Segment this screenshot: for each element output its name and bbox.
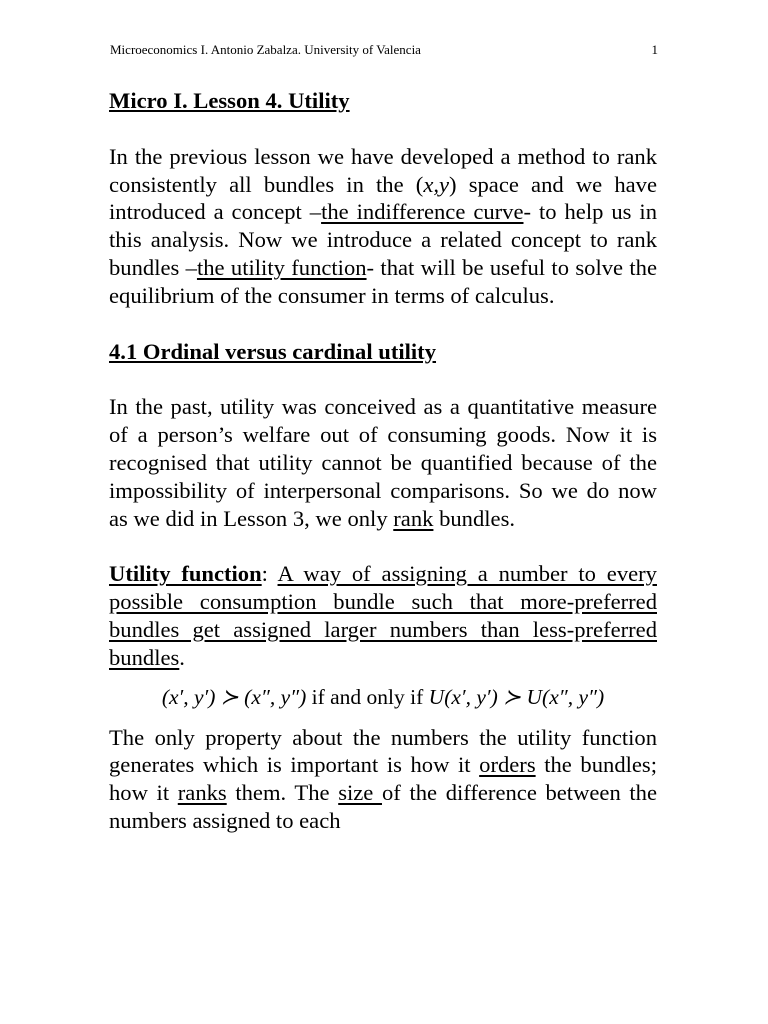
page-number: 1 [651, 42, 658, 57]
definition-term: Utility function [109, 561, 262, 587]
running-title: Microeconomics I. Antonio Zabalza. University of Valencia [110, 42, 421, 57]
formula-left: (x′, y′) ≻ (x″, y″) [161, 684, 307, 709]
formula-connector: if and only if [306, 684, 429, 709]
section-heading: 4.1 Ordinal versus cardinal utility [109, 338, 437, 364]
intro-paragraph: In the previous lesson we have developed a method to rank consistently all bundles in the (x,y) space and we have introduced a concept –the indifference curve- to help us in this analysis. Now we introduce a related concept to rank bundles –the utility function- that will be useful to solve the equilibrium of the consumer in terms of calculus. [109, 143, 658, 308]
formula-right: U(x′, y′) ≻ U(x″, y″) [428, 684, 605, 709]
definition-text: A way of assigning a number to every possible consumption bundle such that more-preferred bundles get assigned larger numbers than less-preferred bundles [109, 561, 657, 670]
ordinal-paragraph: In the past, utility was conceived as a quantitative measure of a person’s welfare out of consuming goods. Now it is recognised that utility cannot be quantified because of the impossibility of interpersonal comparisons. So we do now as we did in Lesson 3, we only rank bundles. [109, 394, 657, 531]
ranks-term: ranks [177, 780, 227, 806]
preference-formula [109, 682, 657, 712]
definition-paragraph: Utility function: A way of assigning a number to every possible consumption bundle such that more-preferred bundles get assigned larger numbers than less-preferred bundles. [109, 561, 657, 670]
orders-term: orders [479, 752, 536, 778]
running-header [110, 41, 658, 59]
size-term: size [338, 780, 382, 806]
utility-function-term: the utility function [196, 254, 367, 280]
lesson-title: Micro I. Lesson 4. Utility [109, 88, 350, 113]
rank-term: rank [393, 505, 434, 531]
closing-paragraph: The only property about the numbers the utility function generates which is important is how it orders the bundles; how it ranks them. The size of the difference between the numbers assigned to each [109, 724, 658, 833]
indifference-curve-term: the indifference curve [321, 199, 524, 225]
document-body [109, 84, 657, 835]
